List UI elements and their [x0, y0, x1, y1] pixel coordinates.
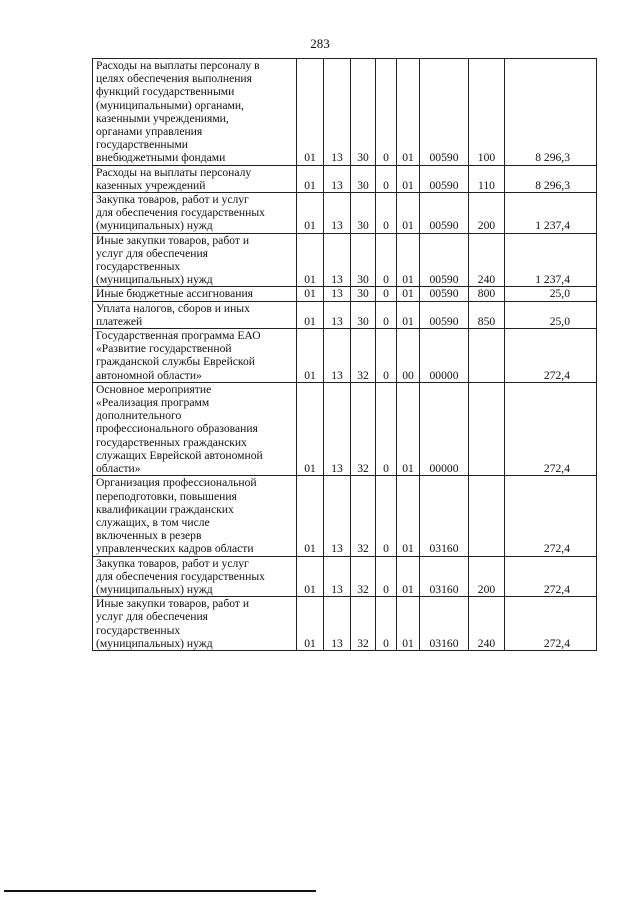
row-description: Основное мероприятие «Реализация программ дополнительного профессионального образования государственных гражданских служащих Еврейской автономной области»	[93, 382, 297, 475]
table-row	[93, 165, 597, 192]
program-code: 32	[351, 597, 376, 651]
program-code: 32	[351, 476, 376, 556]
expense-type-code: 200	[469, 193, 505, 234]
program-code: 32	[351, 382, 376, 475]
subsection-code: 13	[324, 382, 351, 475]
row-description: Расходы на выплаты персоналу казенных учреждений	[93, 165, 297, 192]
expense-type-code: 850	[469, 301, 505, 328]
amount: 272,4	[505, 329, 597, 383]
amount: 25,0	[505, 287, 597, 301]
section-code: 01	[297, 556, 324, 597]
activity-code: 01	[397, 597, 420, 651]
section-code: 01	[297, 287, 324, 301]
expense-type-code: 100	[469, 59, 505, 166]
subsection-code: 13	[324, 556, 351, 597]
subsection-code: 13	[324, 476, 351, 556]
table-body	[93, 59, 597, 651]
table-row	[93, 233, 597, 287]
section-code: 01	[297, 59, 324, 166]
subsection-code: 13	[324, 301, 351, 328]
subprogram-code: 0	[376, 165, 397, 192]
program-code: 30	[351, 233, 376, 287]
table-row	[93, 476, 597, 556]
row-description: Закупка товаров, работ и услуг для обеспечения государственных (муниципальных) нужд	[93, 556, 297, 597]
section-code: 01	[297, 165, 324, 192]
subprogram-code: 0	[376, 59, 397, 166]
expense-type-code	[469, 476, 505, 556]
subsection-code: 13	[324, 165, 351, 192]
row-description: Уплата налогов, сборов и иных платежей	[93, 301, 297, 328]
amount: 1 237,4	[505, 233, 597, 287]
expense-type-code: 200	[469, 556, 505, 597]
table-row	[93, 556, 597, 597]
activity-code: 01	[397, 301, 420, 328]
amount: 1 237,4	[505, 193, 597, 234]
amount: 272,4	[505, 382, 597, 475]
subsection-code: 13	[324, 193, 351, 234]
section-code: 01	[297, 476, 324, 556]
program-code: 32	[351, 556, 376, 597]
subsection-code: 13	[324, 233, 351, 287]
direction-code: 00590	[420, 165, 469, 192]
activity-code: 00	[397, 329, 420, 383]
amount: 8 296,3	[505, 59, 597, 166]
subprogram-code: 0	[376, 301, 397, 328]
activity-code: 01	[397, 59, 420, 166]
program-code: 30	[351, 165, 376, 192]
subprogram-code: 0	[376, 476, 397, 556]
section-code: 01	[297, 597, 324, 651]
budget-table	[92, 58, 597, 651]
expense-type-code: 240	[469, 597, 505, 651]
program-code: 30	[351, 193, 376, 234]
subprogram-code: 0	[376, 233, 397, 287]
activity-code: 01	[397, 233, 420, 287]
page-number: 283	[310, 36, 330, 51]
table-row	[93, 301, 597, 328]
activity-code: 01	[397, 476, 420, 556]
section-code: 01	[297, 329, 324, 383]
table-row	[93, 597, 597, 651]
activity-code: 01	[397, 193, 420, 234]
direction-code: 03160	[420, 556, 469, 597]
activity-code: 01	[397, 556, 420, 597]
direction-code: 00590	[420, 193, 469, 234]
expense-type-code	[469, 382, 505, 475]
direction-code: 00000	[420, 382, 469, 475]
subprogram-code: 0	[376, 556, 397, 597]
activity-code: 01	[397, 165, 420, 192]
subprogram-code: 0	[376, 193, 397, 234]
row-description: Закупка товаров, работ и услуг для обеспечения государственных (муниципальных) нужд	[93, 193, 297, 234]
table-row	[93, 329, 597, 383]
footer-rule	[4, 890, 316, 892]
table-row	[93, 382, 597, 475]
table-row	[93, 193, 597, 234]
row-description: Расходы на выплаты персоналу в целях обеспечения выполнения функций государственными (муниципальными) органами, казенными учреждениями, органами управления государственными внебюджетными фондами	[93, 59, 297, 166]
subsection-code: 13	[324, 59, 351, 166]
section-code: 01	[297, 193, 324, 234]
row-description: Организация профессиональной переподготовки, повышения квалификации гражданских служащих, в том числе включенных в резерв управленческих кадров области	[93, 476, 297, 556]
activity-code: 01	[397, 287, 420, 301]
program-code: 30	[351, 59, 376, 166]
subsection-code: 13	[324, 287, 351, 301]
amount: 8 296,3	[505, 165, 597, 192]
direction-code: 00590	[420, 301, 469, 328]
section-code: 01	[297, 382, 324, 475]
subprogram-code: 0	[376, 329, 397, 383]
row-description: Государственная программа ЕАО «Развитие государственной гражданской службы Еврейской автономной области»	[93, 329, 297, 383]
subsection-code: 13	[324, 329, 351, 383]
direction-code: 00590	[420, 233, 469, 287]
amount: 272,4	[505, 476, 597, 556]
amount: 272,4	[505, 556, 597, 597]
program-code: 30	[351, 301, 376, 328]
row-description: Иные закупки товаров, работ и услуг для обеспечения государственных (муниципальных) нужд	[93, 233, 297, 287]
expense-type-code: 110	[469, 165, 505, 192]
table-row	[93, 59, 597, 166]
subprogram-code: 0	[376, 382, 397, 475]
expense-type-code	[469, 329, 505, 383]
activity-code: 01	[397, 382, 420, 475]
direction-code: 00590	[420, 287, 469, 301]
subsection-code: 13	[324, 597, 351, 651]
program-code: 32	[351, 329, 376, 383]
section-code: 01	[297, 301, 324, 328]
subprogram-code: 0	[376, 287, 397, 301]
program-code: 30	[351, 287, 376, 301]
row-description: Иные закупки товаров, работ и услуг для обеспечения государственных (муниципальных) нужд	[93, 597, 297, 651]
row-description: Иные бюджетные ассигнования	[93, 287, 297, 301]
direction-code: 00590	[420, 59, 469, 166]
direction-code: 03160	[420, 597, 469, 651]
table-row	[93, 287, 597, 301]
expense-type-code: 800	[469, 287, 505, 301]
subprogram-code: 0	[376, 597, 397, 651]
amount: 272,4	[505, 597, 597, 651]
amount: 25,0	[505, 301, 597, 328]
direction-code: 00000	[420, 329, 469, 383]
section-code: 01	[297, 233, 324, 287]
expense-type-code: 240	[469, 233, 505, 287]
direction-code: 03160	[420, 476, 469, 556]
